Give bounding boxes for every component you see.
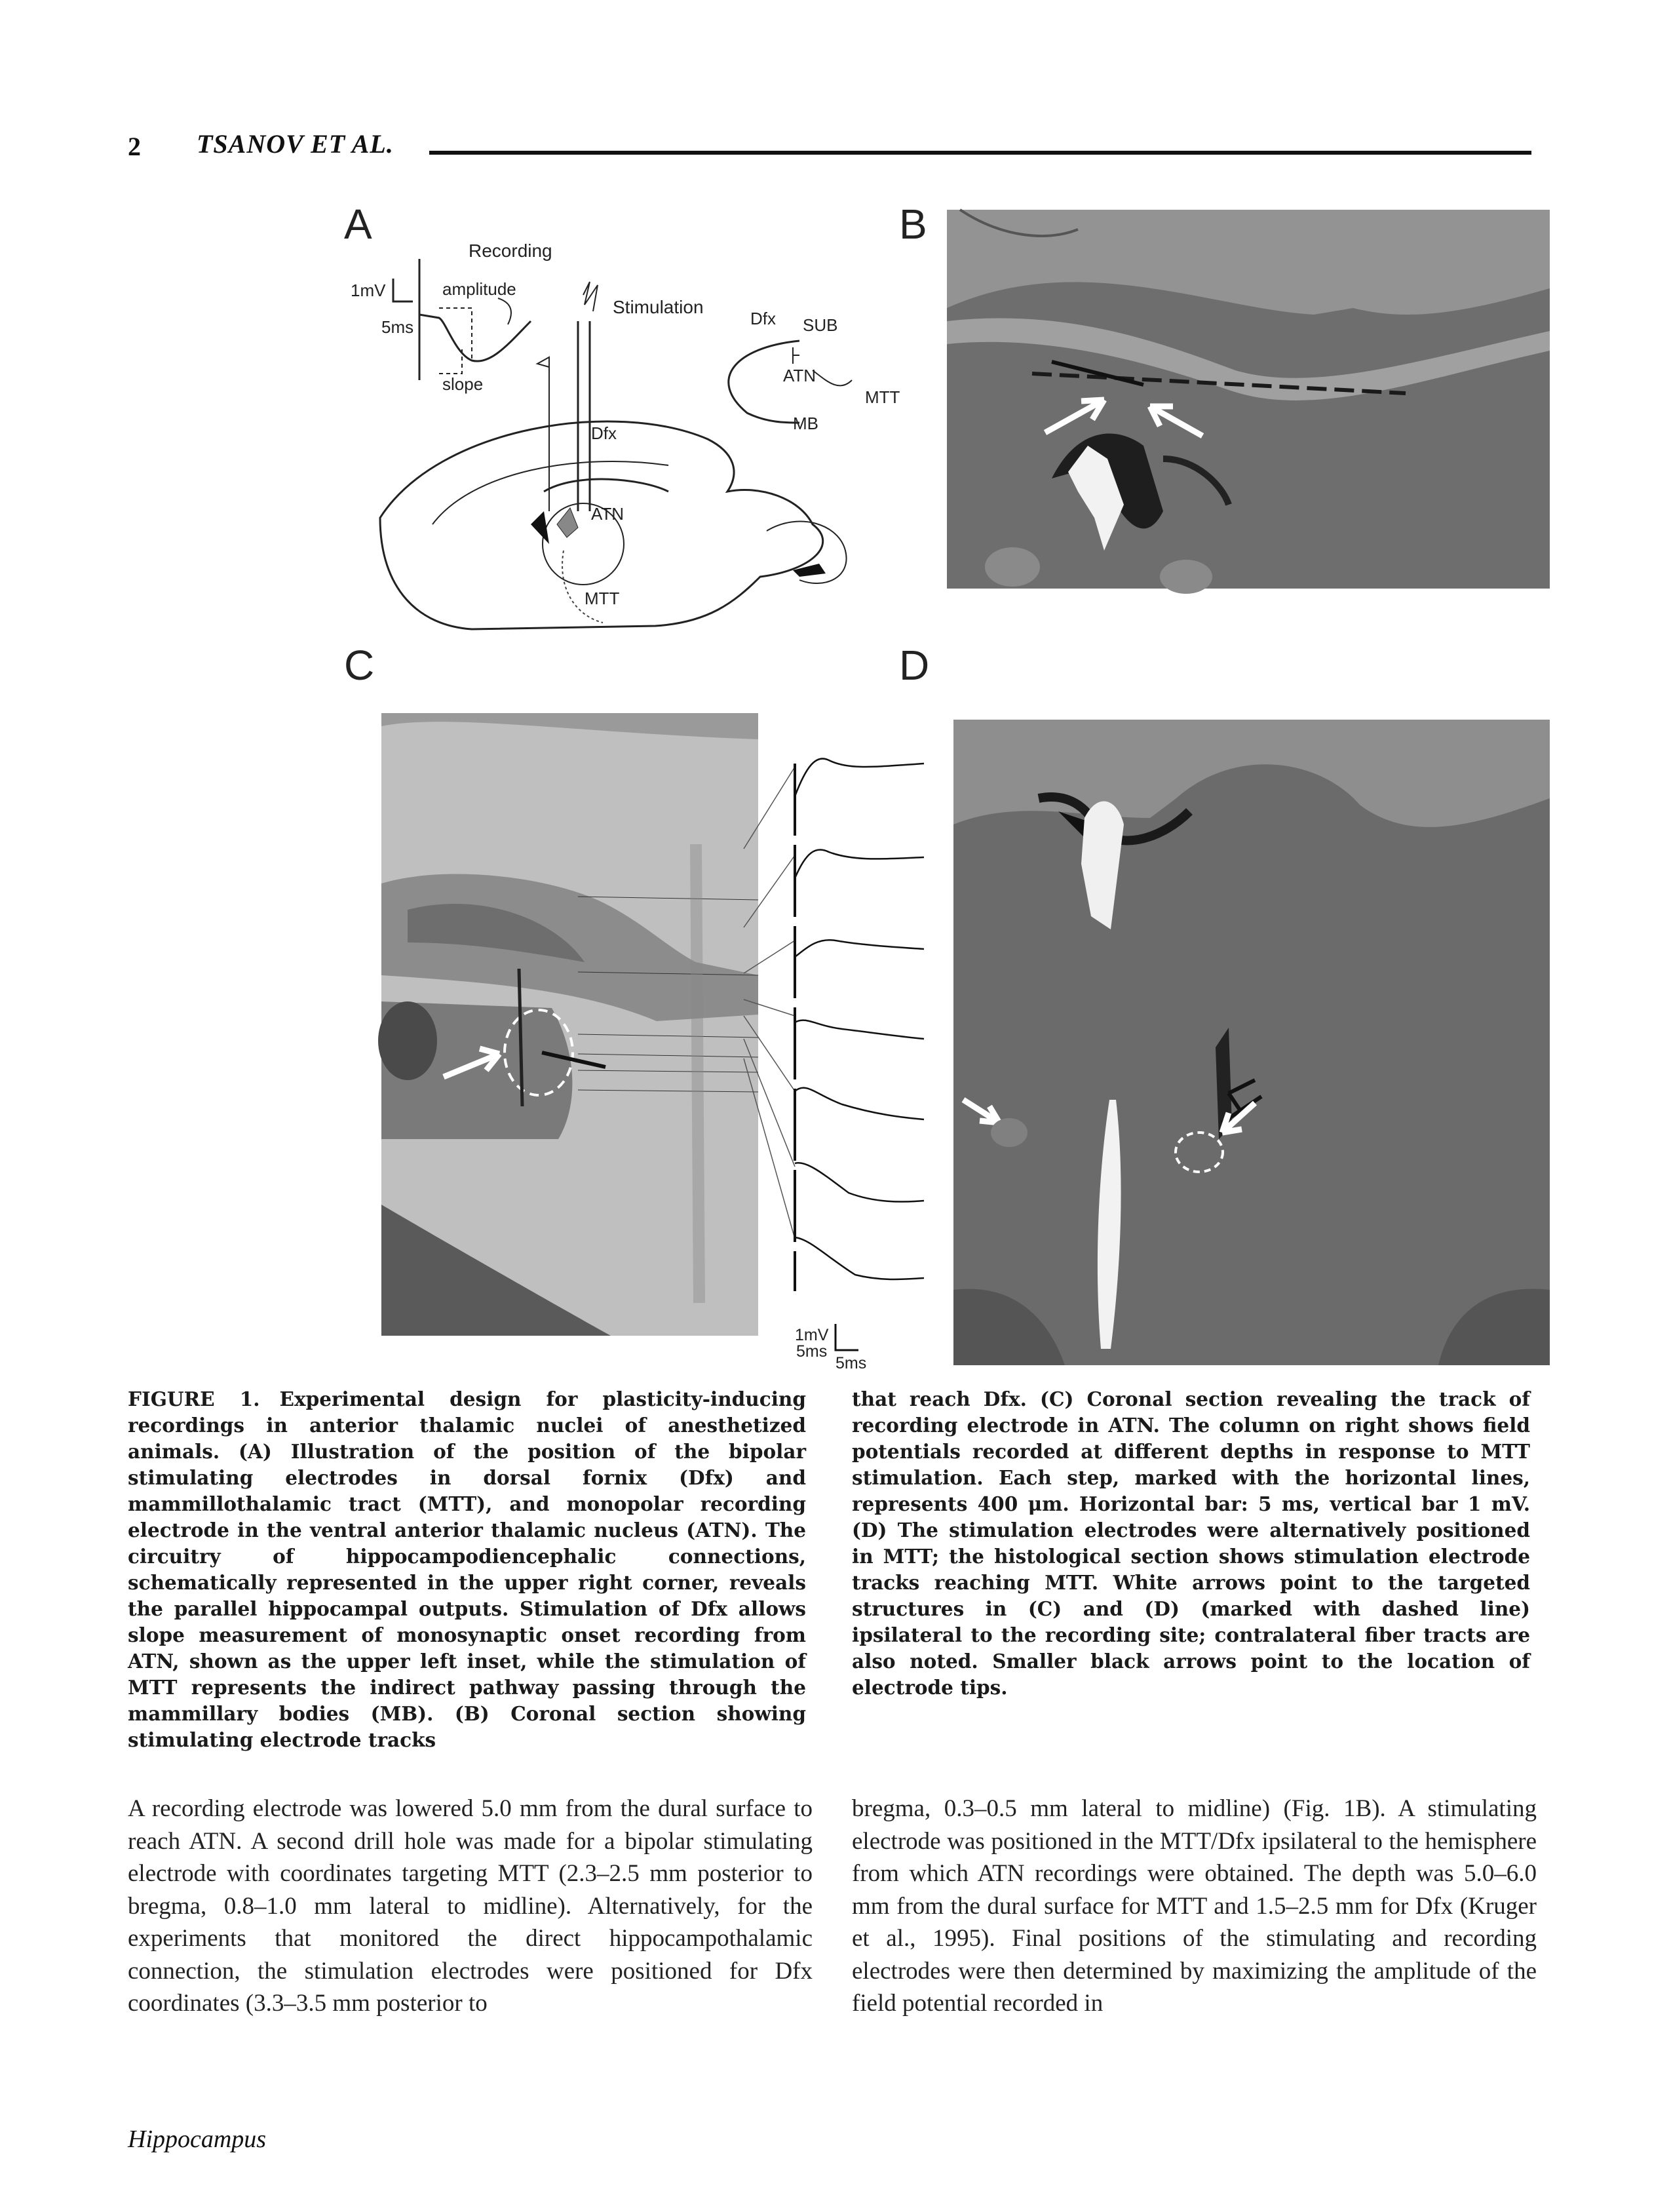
panel-d-histology bbox=[953, 720, 1550, 1365]
figure-label: FIGURE 1. bbox=[128, 1387, 260, 1410]
field-potential-trace bbox=[419, 315, 531, 361]
panel-c-histology bbox=[381, 713, 758, 1336]
slope-label: slope bbox=[442, 374, 484, 394]
field-potential-column bbox=[744, 741, 927, 1372]
journal-footer: Hippocampus bbox=[128, 2125, 267, 2153]
amplitude-label: amplitude bbox=[442, 279, 516, 299]
stimulating-electrodes bbox=[578, 321, 590, 511]
inset-mb-label: MB bbox=[793, 414, 818, 433]
trace-scale-mv: 1mV bbox=[795, 1326, 829, 1344]
trace-5 bbox=[795, 1088, 924, 1119]
trace-3 bbox=[795, 940, 924, 957]
caption-text-left: Experimental design for plasticity-inducing recordings in anterior thalamic nuclei of anesthetized animals. (A) Illustration of the position of the bipolar stimulating electrodes in dorsal fornix (Dfx) and mammillothalamic tract (MTT), and monopolar recording electrode in the ventral anterior thalamic nucleus (ATN). The circuitry of hippocampodiencephalic connections, schematically represented in the upper right corner, reveals the parallel hippocampal outputs. Stimulation of Dfx allows slope measurement of monosynaptic onset recording from ATN, shown as the upper left inset, while the stimulation of MTT represents the indirect pathway passing through the mammillary bodies (MB). (B) Coronal section showing stimulating electrode tracks bbox=[128, 1387, 806, 1751]
inset-atn-label: ATN bbox=[783, 366, 816, 385]
figure-caption-right: that reach Dfx. (C) Coronal section revealing the track of recording electrode in ATN. The column on right shows field potentials recorded at different depths in response to MTT stimulation. Each step, marked with the horizontal lines, represents 400 μm. Horizontal bar: 5 ms, vertical bar 1 mV. (D) The stimulation electrodes were alternatively positioned in MTT; the histological section shows stimulation electrode tracks reaching MTT. White arrows point to the targeted structures in (C) and (D) (marked with dashed line) ipsilateral to the recording site; contralateral fiber tracts are also noted. Smaller black arrows point to the location of electrode tips. bbox=[852, 1387, 1530, 1699]
panel-letter-c: C bbox=[344, 642, 375, 689]
brain-dfx-label: Dfx bbox=[591, 423, 617, 443]
panel-letter-d: D bbox=[899, 642, 930, 689]
stimulation-bolt-icon bbox=[583, 282, 598, 311]
brain-mtt-label: MTT bbox=[585, 589, 620, 608]
scale-bar bbox=[393, 279, 413, 301]
scale-mv-label: 1mV bbox=[351, 281, 386, 300]
trace-2 bbox=[795, 849, 924, 878]
trace-7 bbox=[795, 1237, 924, 1279]
panel-letter-a: A bbox=[344, 201, 372, 248]
page-number: 2 bbox=[128, 132, 141, 161]
inset-dfx-label: Dfx bbox=[750, 309, 776, 328]
trace-4 bbox=[795, 1020, 924, 1039]
running-header: TSANOV ET AL. bbox=[197, 129, 394, 159]
body-text-right: bregma, 0.3–0.5 mm lateral to midline) (Fig. 1B). A stimulating electrode was positioned in the MTT/Dfx ipsilateral to the hemisphere from which ATN recordings were obtained. The depth was 5.0–6.0 mm from the dural surface for MTT and 1.5–2.5 mm for Dfx (Kruger et al., 1995). Final positions of the stimulating and recording electrodes were then determined by maximizing the amplitude of the field potential recorded in bbox=[852, 1795, 1537, 2017]
panel-b-histology bbox=[947, 210, 1550, 589]
trace-scale-ms: 5ms bbox=[836, 1354, 867, 1372]
trace-scale-bar bbox=[836, 1324, 858, 1350]
header-rule bbox=[429, 151, 1531, 155]
inset-mtt-label: MTT bbox=[865, 387, 900, 407]
brain-atn-label: ATN bbox=[591, 504, 624, 524]
trace-6 bbox=[795, 1163, 924, 1201]
scale-ms-label: 5ms bbox=[381, 317, 414, 337]
inset-sub-label: SUB bbox=[803, 315, 838, 335]
stimulation-label: Stimulation bbox=[613, 297, 704, 317]
figure-caption-left bbox=[128, 1386, 806, 1753]
trace-scale-ms-text: 5ms bbox=[796, 1342, 828, 1361]
recording-label: Recording bbox=[469, 241, 552, 261]
body-text-left: A recording electrode was lowered 5.0 mm from the dural surface to reach ATN. A second drill hole was made for a bipolar stimulating electrode with coordinates targeting MTT (2.3–2.5 mm posterior to bregma, 0.8–1.0 mm lateral to midline). Alternatively, for the experiments that monitored the direct hippocampothalamic connection, the stimulation electrodes were positioned for Dfx coordinates (3.3–3.5 mm posterior to bbox=[128, 1795, 813, 2017]
panel-a-schematic bbox=[341, 236, 917, 662]
panel-letter-b: B bbox=[899, 201, 927, 248]
trace-1 bbox=[795, 758, 924, 796]
